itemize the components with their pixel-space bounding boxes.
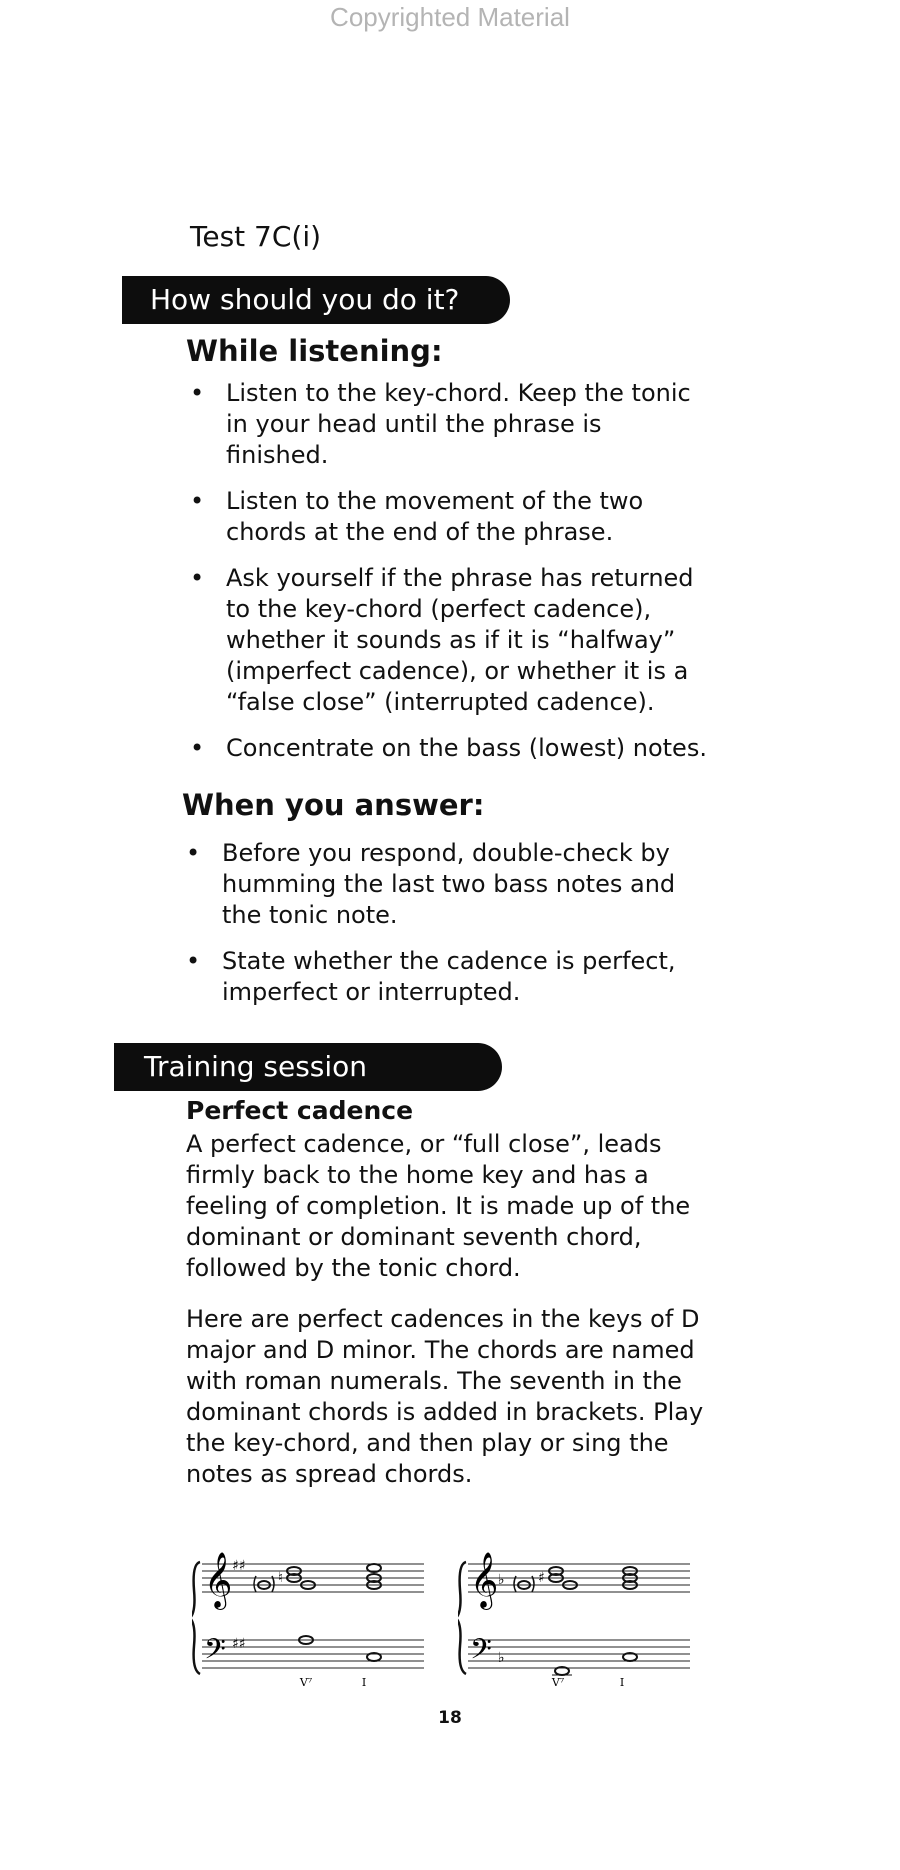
- key-signature-sharps-icon: ♯♯: [232, 1558, 246, 1574]
- section-banner-training: Training session: [114, 1043, 502, 1091]
- watermark: Copyrighted Material: [330, 2, 570, 32]
- paragraph: Here are perfect cadences in the keys of D major and D minor. The chords are named with roman numerals. The seventh in the dominant chords is added in brackets. Play the key-chord, and then play or sing the notes as spread chords.: [186, 1305, 704, 1488]
- key-signature-flat-icon: ♭: [498, 1572, 505, 1588]
- bass-notes: [552, 1653, 637, 1675]
- section-banner-how: How should you do it?: [122, 276, 510, 324]
- grand-staff-brace: [192, 1562, 200, 1674]
- natural-sign-icon: ♮: [278, 1570, 284, 1586]
- list-item: • State whether the cadence is perfect, imperfect or interrupted.: [184, 946, 704, 1008]
- grand-staff-brace: [458, 1562, 466, 1674]
- list-item: • Concentrate on the bass (lowest) notes.: [188, 733, 708, 764]
- list-item: • Before you respond, double-check by humming the last two bass notes and the tonic note.: [184, 838, 704, 931]
- chord-label: I: [619, 1676, 625, 1689]
- paragraph: A perfect cadence, or “full close”, leads firmly back to the home key and has a feeling of completion. It is made up of the dominant or dominant seventh chord, followed by the tonic chord.: [186, 1130, 691, 1282]
- while-listening-list: [188, 378, 708, 779]
- chord-label: V⁷: [299, 1676, 313, 1689]
- perfect-cadence-heading: Perfect cadence: [186, 1096, 414, 1125]
- list-item: • Ask yourself if the phrase has returned to the key-chord (perfect cadence), whether it sounds as if it is “halfway” (imperfect cadence), or whether it is a “false close” (interrupted cadence).: [188, 563, 708, 718]
- bass-clef-icon: 𝄢: [204, 1633, 226, 1673]
- key-signature-flat-icon: ♭: [498, 1650, 505, 1666]
- list-item: • Listen to the movement of the two chords at the end of the phrase.: [188, 486, 708, 548]
- chord-label: V⁷: [551, 1676, 565, 1689]
- key-signature-sharps-icon: ♯♯: [232, 1636, 246, 1652]
- list-item: • Listen to the key-chord. Keep the tonic in your head until the phrase is finished.: [188, 378, 708, 471]
- when-answer-heading: When you answer:: [182, 788, 485, 822]
- treble-clef-icon: 𝄞: [470, 1552, 499, 1608]
- sharp-sign-icon: ♯: [538, 1570, 545, 1586]
- treble-clef-icon: 𝄞: [204, 1552, 233, 1608]
- music-example-d-minor: [458, 1540, 698, 1690]
- when-answer-list: [184, 838, 704, 1023]
- bass-clef-icon: 𝄢: [470, 1633, 492, 1673]
- chord-label: I: [361, 1676, 367, 1689]
- music-example-d-major: [192, 1540, 432, 1690]
- test-title: Test 7C(i): [190, 220, 322, 253]
- while-listening-heading: While listening:: [186, 334, 443, 368]
- page-number: 18: [438, 1708, 462, 1728]
